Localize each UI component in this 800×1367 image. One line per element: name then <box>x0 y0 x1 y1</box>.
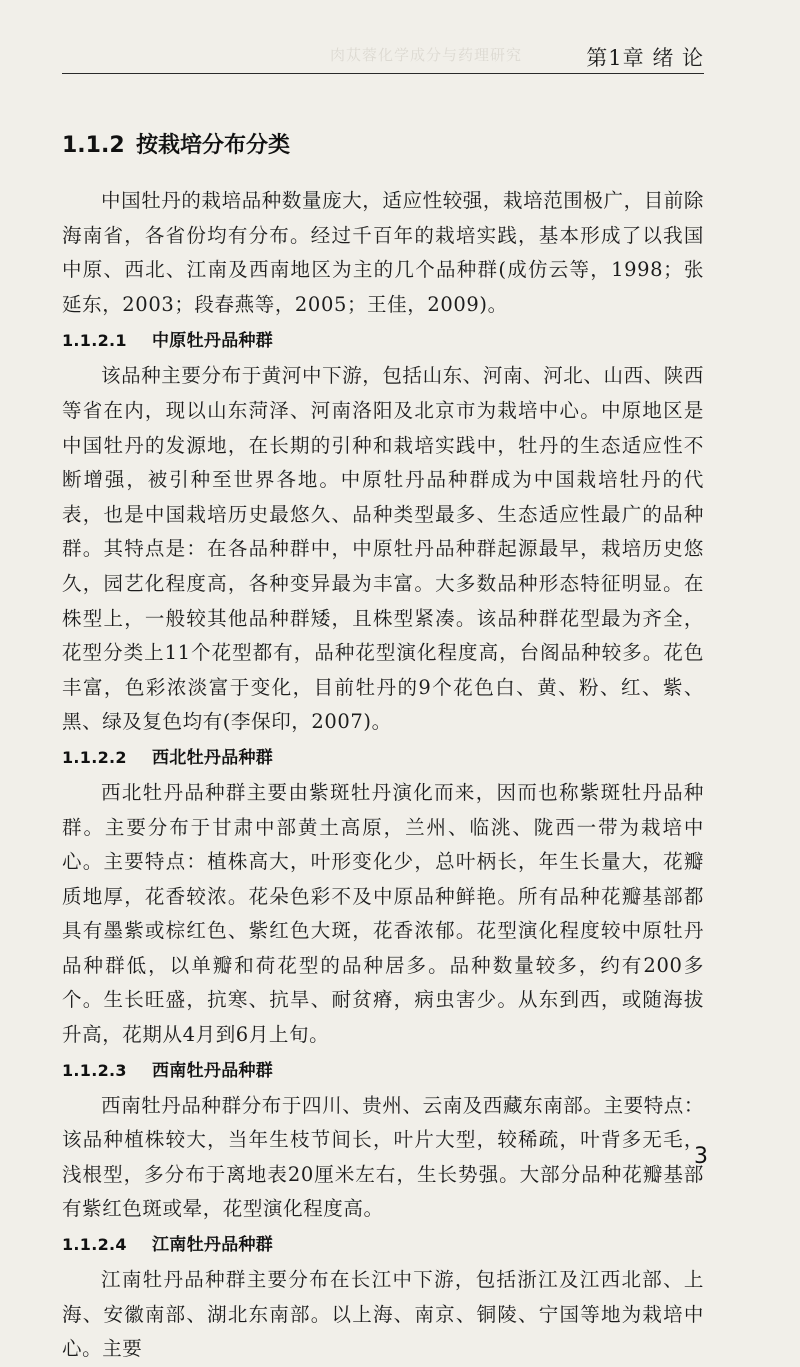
section-intro-paragraph: 中国牡丹的栽培品种数量庞大，适应性较强，栽培范围极广，目前除海南省，各省份均有分布。经过千百年的栽培实践，基本形成了以我国中原、西北、江南及西南地区为主的几个品种群(成仿云等，1998；张延东，2003；段春燕等，2005；王佳，2009)。 <box>62 189 705 316</box>
subsection-heading-xibei <box>62 740 704 776</box>
subsection-title: 西南牡丹品种群 <box>152 1060 274 1081</box>
page-content <box>62 126 704 1367</box>
subsection-heading-xinan <box>62 1053 704 1089</box>
subsection-paragraph-xibei: 西北牡丹品种群主要由紫斑牡丹演化而来，因而也称紫斑牡丹品种群。主要分布于甘肃中部黄土高原，兰州、临洮、陇西一带为栽培中心。主要特点：植株高大，叶形变化少，总叶柄长，年生长量大，花瓣质地厚，花香较浓。花朵色彩不及中原品种鲜艳。所有品种花瓣基部都具有墨紫或棕红色、紫红色大斑，花香浓郁。花型演化程度较中原牡丹品种群低，以单瓣和荷花型的品种居多。品种数量较多，约有200多个。生长旺盛，抗寒、抗旱、耐贫瘠，病虫害少。从东到西，或随海拔升高，花期从4月到6月上旬。 <box>62 780 704 1047</box>
section-title: 按栽培分布分类 <box>136 133 291 158</box>
subsection-number: 1.1.2.3 <box>62 1060 127 1080</box>
section-heading <box>62 126 704 166</box>
page-number: 3 <box>694 1144 708 1169</box>
subsection-heading-zhongyuan <box>62 323 704 359</box>
running-head-chapter: 第1章 绪 论 <box>586 46 704 70</box>
subsection-title: 江南牡丹品种群 <box>152 1235 274 1256</box>
subsection-title: 西北牡丹品种群 <box>152 747 274 768</box>
subsection-title: 中原牡丹品种群 <box>152 331 274 352</box>
subsection-number: 1.1.2.2 <box>62 747 127 767</box>
subsection-paragraph-zhongyuan: 该品种主要分布于黄河中下游，包括山东、河南、河北、山西、陕西等省在内，现以山东菏泽、河南洛阳及北京市为栽培中心。中原地区是中国牡丹的发源地，在长期的引种和栽培实践中，牡丹的生态适应性不断增强，被引种至世界各地。中原牡丹品种群成为中国栽培牡丹的代表，也是中国栽培历史最悠久、品种类型最多、生态适应性最广的品种群。其特点是：在各品种群中，中原牡丹品种群起源最早，栽培历史悠久，园艺化程度高，各种变异最为丰富。大多数品种形态特征明显。在株型上，一般较其他品种群矮，且株型紧凑。该品种群花型最为齐全，花型分类上11个花型都有，品种花型演化程度高，台阁品种较多。花色丰富，色彩浓淡富于变化，目前牡丹的9个花色白、黄、粉、红、紫、黑、绿及复色均有(李保印，2007)。 <box>62 364 705 734</box>
bleed-through-text: 肉苁蓉化学成分与药理研究 <box>330 46 523 64</box>
header-rule <box>62 73 704 74</box>
subsection-paragraph-jiangnan: 江南牡丹品种群主要分布在长江中下游，包括浙江及江西北部、上海、安徽南部、湖北东南部。以上海、南京、铜陵、宁国等地为栽培中心。主要 <box>62 1268 704 1361</box>
section-number: 1.1.2 <box>62 133 125 158</box>
subsection-paragraph-xinan: 西南牡丹品种群分布于四川、贵州、云南及西藏东南部。主要特点：该品种植株较大，当年生枝节间长，叶片大型，较稀疏，叶背多无毛，浅根型，多分布于离地表20厘米左右，生长势强。大部分品种花瓣基部有紫红色斑或晕，花型演化程度高。 <box>62 1093 705 1221</box>
subsection-number: 1.1.2.4 <box>62 1235 127 1255</box>
subsection-heading-jiangnan <box>62 1227 704 1263</box>
subsection-number: 1.1.2.1 <box>62 331 127 351</box>
